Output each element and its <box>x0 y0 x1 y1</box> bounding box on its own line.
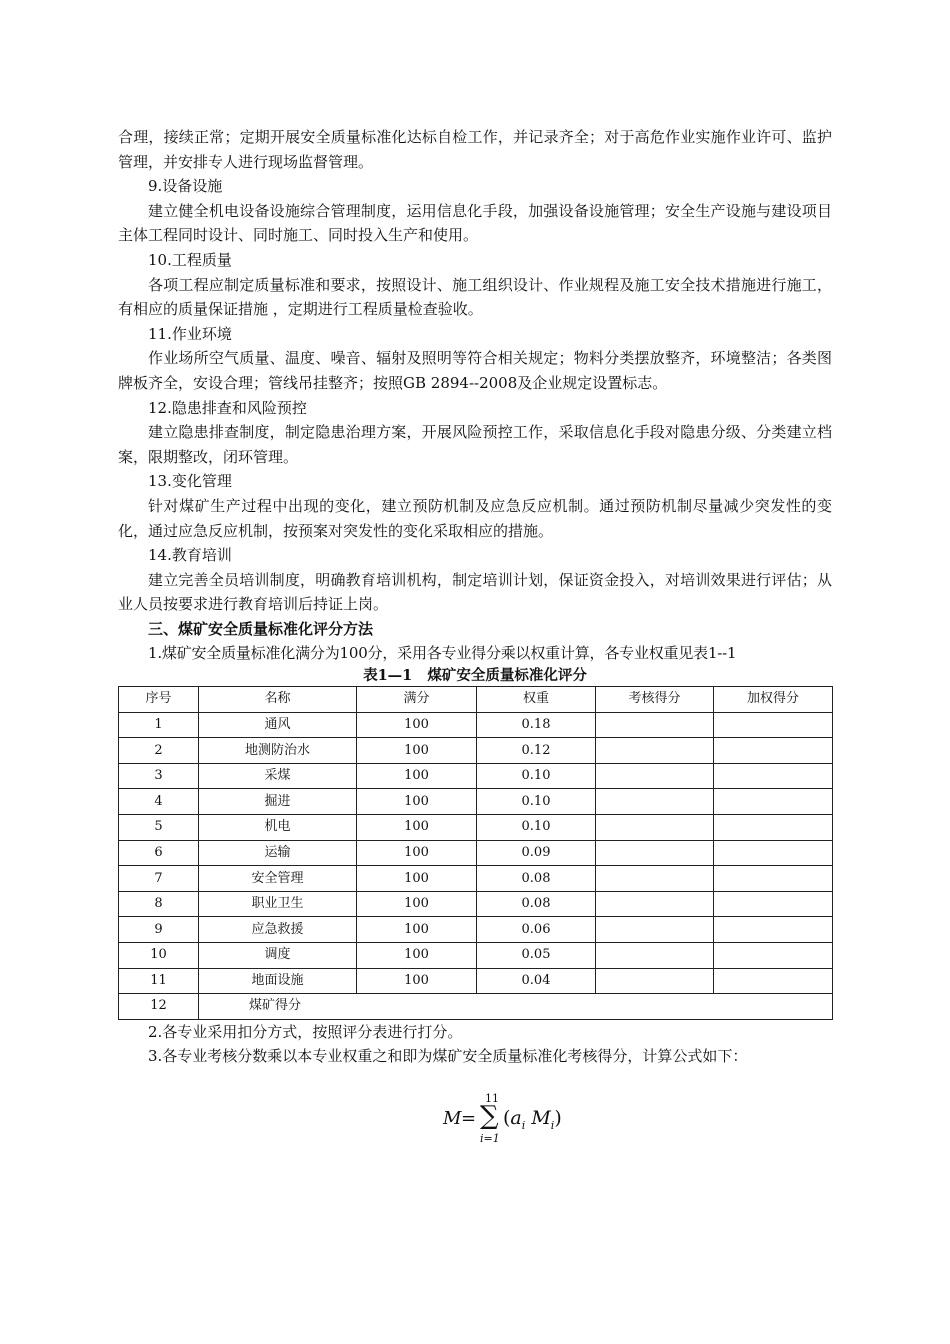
total-label-text: 煤矿得分 <box>249 998 302 1014</box>
heading-change: 13.变化管理 <box>148 472 232 491</box>
header-weight: 权重 <box>477 687 596 713</box>
heading-training: 14.教育培训 <box>148 546 232 565</box>
cell-name: 职业卫生 <box>199 891 357 917</box>
cell-name: 通风 <box>199 712 357 738</box>
table-row <box>119 815 833 841</box>
heading-equipment: 9.设备设施 <box>148 177 223 196</box>
paragraph-environment: 作业场所空气质量、温度、噪音、辐射及照明等符合相关规定；物料分类摆放整齐，环境整洁；各类图牌板齐全，安设合理；管线吊挂整齐；按照GB 2894--2008及企业规定设置标志。 <box>118 349 832 392</box>
table-row <box>119 712 833 738</box>
cell-full-score: 100 <box>357 738 477 764</box>
cell-weighted-score <box>714 891 833 917</box>
cell-full-score: 100 <box>357 943 477 969</box>
cell-full-score: 100 <box>357 917 477 943</box>
cell-weight: 0.18 <box>477 712 596 738</box>
cell-name: 机电 <box>199 815 357 841</box>
cell-weight: 0.12 <box>477 738 596 764</box>
formula-lhs: M <box>443 1108 462 1129</box>
table-row <box>119 917 833 943</box>
paragraph-training: 建立完善全员培训制度，明确教育培训机构，制定培训计划，保证资金投入，对培训效果进行评估；从业人员按要求进行教育培训后持证上岗。 <box>118 570 832 614</box>
section-title: 三、煤矿安全质量标准化评分方法 <box>148 619 374 638</box>
header-name: 名称 <box>199 687 357 713</box>
formula-open-paren: ( <box>503 1107 511 1129</box>
paragraph-continuation: 合理，接续正常；定期开展安全质量标准化达标自检工作，并记录齐全；对于高危作业实施作业许可、监护管理，并安排专人进行现场监督管理。 <box>118 128 832 171</box>
header-no: 序号 <box>119 687 199 713</box>
cell-no: 11 <box>119 968 199 994</box>
cell-name: 安全管理 <box>199 866 357 892</box>
cell-weight: 0.08 <box>477 891 596 917</box>
cell-assessed-score <box>596 943 714 969</box>
formula-term <box>503 1107 562 1132</box>
cell-no: 7 <box>119 866 199 892</box>
cell-name: 掘进 <box>199 789 357 815</box>
cell-full-score: 100 <box>357 968 477 994</box>
paragraph-quality: 各项工程应制定质量标准和要求，按照设计、施工组织设计、作业规程及施工安全技术措施进行施工，有相应的质量保证措施 ，定期进行工程质量检查验收。 <box>118 275 832 319</box>
cell-weight: 0.05 <box>477 943 596 969</box>
heading-quality: 10.工程质量 <box>148 250 232 269</box>
table-row <box>119 738 833 764</box>
table-row <box>119 840 833 866</box>
cell-assessed-score <box>596 763 714 789</box>
cell-name: 地面设施 <box>199 968 357 994</box>
cell-no: 8 <box>119 891 199 917</box>
cell-weighted-score <box>714 840 833 866</box>
cell-weight: 0.10 <box>477 763 596 789</box>
cell-assessed-score <box>596 968 714 994</box>
table-row <box>119 763 833 789</box>
table-caption: 表1—1 煤矿安全质量标准化评分 <box>363 667 587 685</box>
cell-weight: 0.09 <box>477 840 596 866</box>
cell-full-score: 100 <box>357 712 477 738</box>
cell-weight: 0.08 <box>477 866 596 892</box>
cell-full-score: 100 <box>357 815 477 841</box>
cell-weight: 0.10 <box>477 789 596 815</box>
after-table-line-1: 2.各专业采用扣分方式，按照评分表进行打分。 <box>148 1022 463 1041</box>
table-row <box>119 891 833 917</box>
cell-full-score: 100 <box>357 866 477 892</box>
formula-m: M <box>531 1107 551 1129</box>
cell-no: 9 <box>119 917 199 943</box>
cell-weighted-score <box>714 815 833 841</box>
cell-weighted-score <box>714 866 833 892</box>
cell-assessed-score <box>596 712 714 738</box>
cell-assessed-score <box>596 840 714 866</box>
table-row <box>119 866 833 892</box>
header-assessed-score: 考核得分 <box>596 687 714 713</box>
cell-name: 应急救援 <box>199 917 357 943</box>
formula-equals: = <box>461 1108 477 1129</box>
cell-no: 10 <box>119 943 199 969</box>
cell-assessed-score <box>596 891 714 917</box>
total-label <box>199 994 833 1020</box>
after-table-line-2: 3.各专业考核分数乘以本专业权重之和即为煤矿安全质量标准化考核得分，计算公式如下： <box>148 1047 748 1066</box>
formula-close-paren: ) <box>554 1107 562 1129</box>
header-weighted-score: 加权得分 <box>714 687 833 713</box>
cell-assessed-score <box>596 917 714 943</box>
document-page <box>118 125 832 1069</box>
heading-environment: 11.作业环境 <box>148 324 232 343</box>
cell-full-score: 100 <box>357 789 477 815</box>
cell-weighted-score <box>714 738 833 764</box>
cell-name: 地测防治水 <box>199 738 357 764</box>
cell-weighted-score <box>714 712 833 738</box>
cell-weighted-score <box>714 789 833 815</box>
cell-assessed-score <box>596 815 714 841</box>
score-table <box>118 686 833 1020</box>
cell-no: 2 <box>119 738 199 764</box>
cell-assessed-score <box>596 789 714 815</box>
cell-no: 5 <box>119 815 199 841</box>
paragraph-equipment: 建立健全机电设备设施综合管理制度，运用信息化手段，加强设备设施管理；安全生产设施与建设项目主体工程同时设计、同时施工、同时投入生产和使用。 <box>118 201 832 245</box>
score-formula <box>443 1092 573 1152</box>
table-header-row <box>119 687 833 713</box>
cell-weighted-score <box>714 943 833 969</box>
header-full-score: 满分 <box>357 687 477 713</box>
table-row <box>119 943 833 969</box>
cell-weighted-score <box>714 917 833 943</box>
cell-name: 采煤 <box>199 763 357 789</box>
table-body <box>119 712 833 994</box>
cell-weight: 0.04 <box>477 968 596 994</box>
heading-hazard: 12.隐患排查和风险预控 <box>148 398 307 417</box>
cell-full-score: 100 <box>357 840 477 866</box>
formula-a-sub: i <box>521 1118 526 1132</box>
cell-name: 调度 <box>199 943 357 969</box>
cell-assessed-score <box>596 738 714 764</box>
intro-line: 1.煤矿安全质量标准化满分为100分，采用各专业得分乘以权重计算，各专业权重见表1--1 <box>148 644 737 663</box>
cell-no: 4 <box>119 789 199 815</box>
formula-lower-limit: i=1 <box>480 1132 500 1145</box>
total-no: 12 <box>119 994 199 1020</box>
paragraph-change: 针对煤矿生产过程中出现的变化，建立预防机制及应急反应机制。通过预防机制尽量减少突发性的变化，通过应急反应机制，按预案对突发性的变化采取相应的措施。 <box>118 496 832 540</box>
table-row <box>119 968 833 994</box>
formula-a: a <box>510 1107 522 1129</box>
table-row-total <box>119 994 833 1020</box>
formula-m-sub: i <box>550 1118 555 1132</box>
formula-sum-symbol: ∑ <box>480 1101 499 1131</box>
cell-weighted-score <box>714 968 833 994</box>
paragraph-hazard: 建立隐患排查制度，制定隐患治理方案，开展风险预控工作，采取信息化手段对隐患分级、分类建立档案，限期整改，闭环管理。 <box>118 423 832 466</box>
table-row <box>119 789 833 815</box>
cell-no: 6 <box>119 840 199 866</box>
cell-weight: 0.10 <box>477 815 596 841</box>
cell-name: 运输 <box>199 840 357 866</box>
cell-no: 1 <box>119 712 199 738</box>
cell-no: 3 <box>119 763 199 789</box>
cell-full-score: 100 <box>357 763 477 789</box>
cell-weighted-score <box>714 763 833 789</box>
cell-assessed-score <box>596 866 714 892</box>
cell-weight: 0.06 <box>477 917 596 943</box>
formula-upper-limit: 11 <box>485 1092 499 1105</box>
cell-full-score: 100 <box>357 891 477 917</box>
